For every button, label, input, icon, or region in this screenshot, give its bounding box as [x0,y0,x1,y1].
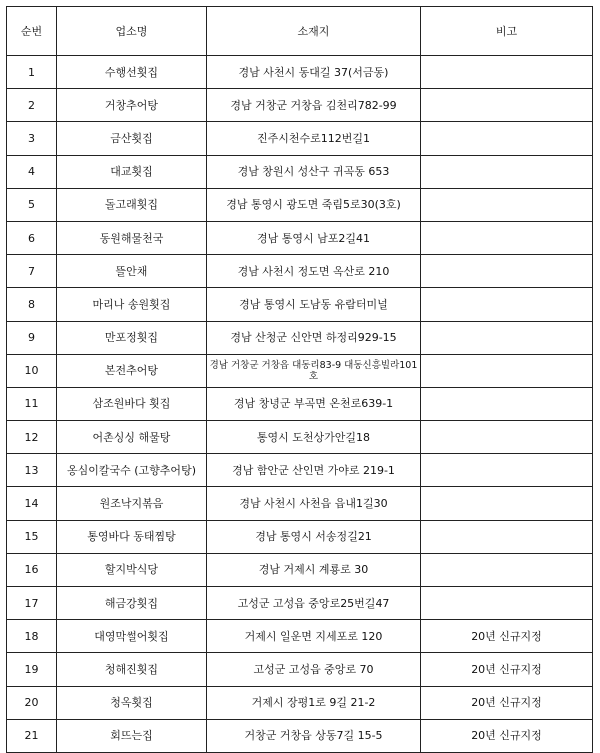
cell-no: 7 [7,255,57,288]
cell-address: 경남 사천시 동대길 37(서금동) [207,56,421,89]
cell-address: 경남 통영시 서송정길21 [207,520,421,553]
table-row [7,653,593,686]
cell-note [421,89,593,122]
cell-no: 15 [7,520,57,553]
cell-name: 청옥횟집 [57,686,207,719]
header-row [7,7,593,56]
table-row [7,620,593,653]
cell-no: 13 [7,454,57,487]
cell-address: 경남 함안군 산인면 가야로 219-1 [207,454,421,487]
cell-no: 18 [7,620,57,653]
cell-note [421,553,593,586]
cell-no: 20 [7,686,57,719]
table-row [7,520,593,553]
table-row [7,122,593,155]
cell-name: 수행선횟집 [57,56,207,89]
table-row [7,487,593,520]
table-row [7,686,593,719]
cell-note: 20년 신규지정 [421,653,593,686]
table-row [7,321,593,354]
cell-name: 마리나 송원횟집 [57,288,207,321]
cell-note: 20년 신규지정 [421,620,593,653]
cell-no: 4 [7,155,57,188]
cell-address: 진주시천수로112번길1 [207,122,421,155]
restaurant-table-container [6,6,593,753]
cell-no: 21 [7,719,57,752]
cell-no: 2 [7,89,57,122]
cell-no: 9 [7,321,57,354]
table-row [7,188,593,221]
cell-no: 19 [7,653,57,686]
table-row [7,719,593,752]
cell-no: 3 [7,122,57,155]
cell-name: 금산횟집 [57,122,207,155]
table-row [7,56,593,89]
restaurant-table [6,6,593,753]
table-row [7,421,593,454]
cell-note [421,56,593,89]
table-body [7,56,593,753]
cell-name: 옹심이칼국수 (고향추어탕) [57,454,207,487]
cell-address: 거창군 거창읍 상동7길 15-5 [207,719,421,752]
cell-address: 고성군 고성읍 중앙로25번길47 [207,587,421,620]
cell-no: 16 [7,553,57,586]
cell-name: 삼조원바다 횟집 [57,387,207,420]
cell-no: 5 [7,188,57,221]
cell-name: 원조낙지볶음 [57,487,207,520]
cell-note [421,155,593,188]
cell-name: 거창추어탕 [57,89,207,122]
cell-note [421,354,593,387]
cell-name: 통영바다 동태찜탕 [57,520,207,553]
cell-note: 20년 신규지정 [421,686,593,719]
table-row [7,387,593,420]
cell-no: 12 [7,421,57,454]
cell-note [421,421,593,454]
cell-address: 경남 통영시 도남동 유람터미널 [207,288,421,321]
cell-address: 거제시 장평1로 9길 21-2 [207,686,421,719]
table-row [7,354,593,387]
table-header [7,7,593,56]
cell-name: 대영막썰어횟집 [57,620,207,653]
cell-note [421,454,593,487]
cell-address: 경남 거창군 거창읍 김천리782-99 [207,89,421,122]
cell-no: 14 [7,487,57,520]
cell-address: 경남 통영시 남포2길41 [207,221,421,254]
cell-address: 통영시 도천상가안길18 [207,421,421,454]
cell-name: 대교횟집 [57,155,207,188]
cell-address: 경남 창원시 성산구 귀곡동 653 [207,155,421,188]
table-row [7,89,593,122]
cell-address: 경남 거제시 계룡로 30 [207,553,421,586]
header-address: 소재지 [207,7,421,56]
cell-note [421,188,593,221]
cell-address: 거제시 일운면 지세포로 120 [207,620,421,653]
cell-name: 본전추어탕 [57,354,207,387]
table-row [7,155,593,188]
table-row [7,221,593,254]
cell-note [421,387,593,420]
table-row [7,553,593,586]
cell-no: 8 [7,288,57,321]
cell-no: 17 [7,587,57,620]
table-row [7,587,593,620]
cell-name: 청해진횟집 [57,653,207,686]
cell-no: 1 [7,56,57,89]
cell-name: 뜰안채 [57,255,207,288]
cell-name: 회뜨는집 [57,719,207,752]
table-row [7,288,593,321]
cell-address: 경남 사천시 사천읍 읍내1길30 [207,487,421,520]
cell-note [421,321,593,354]
cell-address: 경남 산청군 신안면 하정리929-15 [207,321,421,354]
cell-address: 경남 창녕군 부곡면 온천로639-1 [207,387,421,420]
cell-name: 할지박식당 [57,553,207,586]
cell-address: 경남 거창군 거창읍 대동리83-9 대동신흥빌라101호 [207,354,421,387]
table-row [7,255,593,288]
table-row [7,454,593,487]
header-no: 순번 [7,7,57,56]
cell-note: 20년 신규지정 [421,719,593,752]
cell-no: 6 [7,221,57,254]
cell-no: 10 [7,354,57,387]
cell-name: 만포정횟집 [57,321,207,354]
cell-note [421,122,593,155]
cell-no: 11 [7,387,57,420]
cell-note [421,587,593,620]
cell-note [421,487,593,520]
cell-note [421,255,593,288]
cell-name: 어촌싱싱 해물탕 [57,421,207,454]
cell-note [421,288,593,321]
cell-address: 경남 통영시 광도면 죽림5로30(3호) [207,188,421,221]
cell-address: 고성군 고성읍 중앙로 70 [207,653,421,686]
cell-address: 경남 사천시 정도면 옥산로 210 [207,255,421,288]
header-name: 업소명 [57,7,207,56]
cell-name: 해금강횟집 [57,587,207,620]
cell-name: 동원해물천국 [57,221,207,254]
cell-name: 돌고래횟집 [57,188,207,221]
header-note: 비고 [421,7,593,56]
cell-note [421,221,593,254]
cell-note [421,520,593,553]
